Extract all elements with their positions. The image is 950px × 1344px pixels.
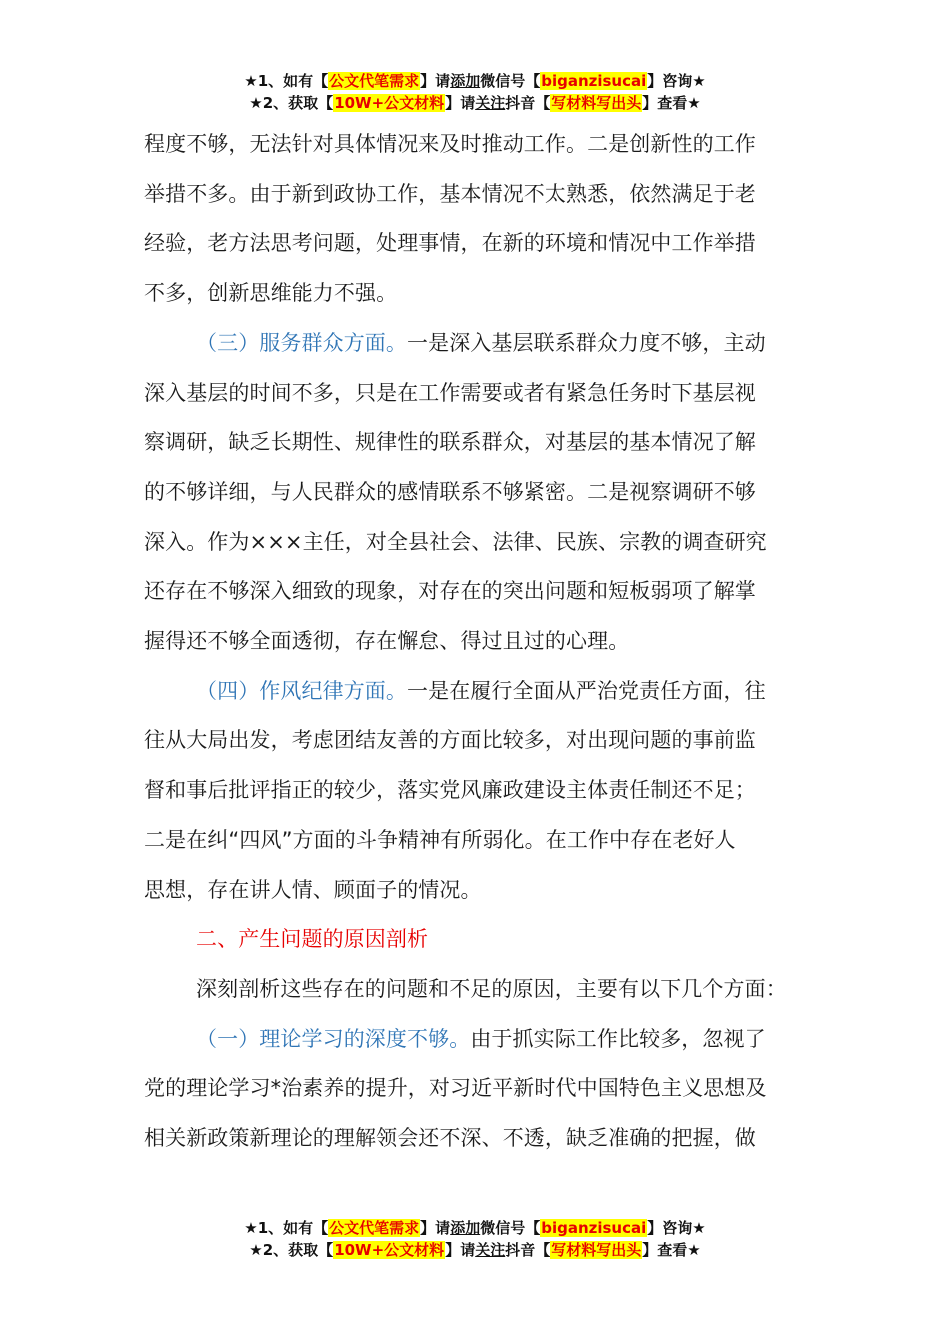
footer-line-1: ★1、如有【公文代笔需求】请添加微信号【biganzisucai】咨询★ <box>244 1219 706 1237</box>
paragraph-2: （三）服务群众方面。一是深入基层联系群众力度不够，主动 深入基层的时间不多，只是在工作需要或者有紧急任务时下基层视 察调研，缺乏长期性、规律性的联系群众，对基层的基本情况了解 的不够详细，与人民群众的感情联系不够紧密。二是视察调研不够 深入。作为×××主任，对全县社会、法律、民族、宗教的调查研究 还存在不够深入细致的现象，对存在的突出问题和短板弱项了解掌 握得还不够全面透彻，存在懈怠、得过且过的心理。 <box>144 330 767 654</box>
highlight-service: 公文代笔需求 <box>329 72 420 90</box>
paragraph-1: 程度不够，无法针对具体情况来及时推动工作。二是创新性的工作 举措不多。由于新到政协工作，基本情况不太熟悉，依然满足于老 经验，老方法思考问题，处理事情，在新的环境和情况中工作举措 不多，创新思维能力不强。 <box>144 132 756 306</box>
paragraph-5: （一）理论学习的深度不够。由于抓实际工作比较多，忽视了 党的理论学习*治素养的提升，对习近平新时代中国特色主义思想及 相关新政策新理论的理解领会还不深、不透，缺乏准确的把握，做 <box>144 1026 767 1151</box>
section-heading-causes: 二、产生问题的原因剖析 <box>196 927 429 952</box>
highlight-douyin: 写材料写出头 <box>551 94 642 112</box>
footer-line-2: ★2、获取【10W+公文材料】请关注抖音【写材料写出头】查看★ <box>249 1241 701 1259</box>
subheading-work-style: （四）作风纪律方面。 <box>196 678 407 703</box>
footer-banner <box>0 1217 950 1261</box>
header-banner <box>0 70 950 114</box>
paragraph-4: 深刻剖析这些存在的问题和不足的原因，主要有以下几个方面： <box>196 976 787 1001</box>
highlight-wechat-id: biganzisucai <box>541 72 647 90</box>
highlight-materials: 10W+公文材料 <box>334 94 445 112</box>
banner-line-2: ★2、获取【10W+公文材料】请关注抖音【写材料写出头】查看★ <box>249 94 701 112</box>
paragraph-3: （四）作风纪律方面。一是在履行全面从严治党责任方面，往 往从大局出发，考虑团结友善的方面比较多，对出现问题的事前监 督和事后批评指正的较少，落实党风廉政建设主体责任制还不足； 二是在纠“四风”方面的斗争精神有所弱化。在工作中存在老好人 思想，存在讲人情、顾面子的情况。 <box>144 678 766 902</box>
banner-line-1: ★1、如有【公文代笔需求】请添加微信号【biganzisucai】咨询★ <box>244 72 706 90</box>
subheading-serve-masses: （三）服务群众方面。 <box>196 330 407 355</box>
subheading-theory-study: （一）理论学习的深度不够。 <box>196 1026 471 1051</box>
document-body <box>144 120 809 1164</box>
